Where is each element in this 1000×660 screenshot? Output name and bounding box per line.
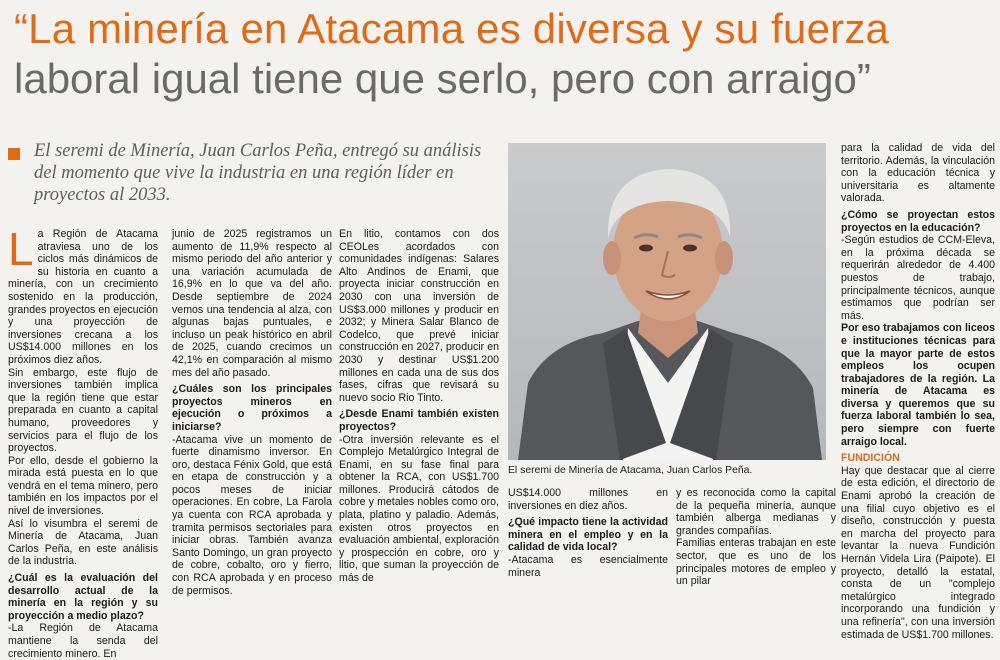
headline-line-1: “La minería en Atacama es diversa y su fuerza [14,5,890,52]
body-paragraph: US$14.000 millones en inversiones en diez años. [508,487,668,512]
lead-paragraph [8,223,158,367]
section-heading-fundicion: FUNDICIÓN [841,452,900,465]
dek-bullet-square [8,148,20,160]
body-paragraph: Así lo visumbra el seremi de Minería de Atacama, Juan Carlos Peña, en este análisis de la industria. [8,517,158,568]
interview-question: ¿Cómo se proyectan estos proyectos en la educación? [841,208,995,234]
body-paragraph: y es reconocida como la capital de la pequeña minería, aunque también alberga medianas y grandes compañías. [676,487,836,537]
interview-answer: -La Región de Atacama mantiene la senda del crecimiento minero. En [8,622,158,660]
drop-cap: L [8,223,34,275]
interview-question: ¿Cuál es la evaluación del desarrollo actual de la minería en la región y su proyección a medio plazo? [8,572,158,622]
body-paragraph: Por ello, desde el gobierno la mirada está puesta en lo que vendrá en el tema minero, pero también en los impactos por el nivel de inversiones. [8,454,158,518]
body-paragraph: Familias enteras trabajan en este sector, que es uno de los principales motores de empleo y un pilar [676,537,836,588]
headline-line-2: laboral igual tiene que serlo, pero con arraigo” [14,55,871,102]
body-paragraph: Hay que destacar que al cierre de esta edición, el directorio de Enami aprobó la creación de una filial cuyo objetivo es el diseño, construcción y puesta en marcha del proyecto para levantar la nueva Fundición Hernán Videla Lira (Paipote). El proyecto, detalló la estatal, consta de un "complejo metalúrgico integrado incorporando una fundición y una refinería", con una inversión estimada de US$1.700 millones. [841,464,995,641]
body-paragraph: En litio, contamos con dos CEOLes acordados con comunidades indígenas: Salares Alto Andinos de Enami, que proyecta iniciar construcción en 2030 con una inversión de US$3.000 millones y producir en 2032; y Minera Salar Blanco de Codelco, que prevé iniciar construcción en 2027, producir en 2030 y destinar US$1.200 millones en cada una de sus dos fases, cifras que revisará su nuevo socio Rio Tinto. [339,228,499,404]
body-paragraph: junio de 2025 registramos un aumento de 11,9% respecto al mismo periodo del año anterior y una variación acumulada de 16,9% en lo que va del año. Desde septiembre de 2024 vemos una tendencia al alza, con algunas bajas puntuales, e incluso un peak histórico en abril de 2025, cuando crecimos un 42,1% en comparación al mismo mes del año pasado. [172,228,332,379]
interview-question: ¿Desde Enami también existen proyectos? [339,408,499,433]
article-column-2 [172,228,332,597]
interview-answer: -Otra inversión relevante es el Complejo Metalúrgico Integral de Enami, en su fase final para obtener la RCA, con US$1.700 millones. Producirá cátodos de cobre y metales nobles como oro, plata, platino y paladio. Además, existen otros proyectos en evaluación ambiental, exploración y prospección en cobre, oro y litio, que suman la proyección de más de [339,433,499,585]
portrait-photo [508,143,826,460]
interview-answer: -Atacama vive un momento de fuerte dinamismo inversor. En oro, destaca Fénix Gold, que está en etapa de construcción y a pocos meses de iniciar operaciones. En cobre, La Farola ya cuenta con RCA aprobada y tramita permisos sectoriales para iniciar obras. También avanza Santo Domingo, un gran proyecto de cobre, cobalto, oro y fierro, con RCA aprobada y en proceso de permisos. [172,433,332,597]
interview-answer: -Según estudios de CCM-Eleva, en la próxima década se requerirán alrededor de 4.400 puestos de trabajo, principalmente técnicos, aunque estimamos que podrían ser más. [841,234,995,322]
article-column-1 [8,223,158,660]
interview-answer: -Atacama es esencialmente minera [508,553,668,579]
article-column-3 [339,228,499,585]
article-column-4 [508,487,668,579]
interview-question: ¿Cuáles son los principales proyectos mineros en ejecución o próximos a iniciarse? [172,383,332,433]
interview-question: ¿Qué impacto tiene la actividad minera en el empleo y en la calidad de vida local? [508,516,668,554]
body-paragraph: para la calidad de vida del territorio. Además, la vinculación con la educación técnica y universitaria es altamente valorada. [841,142,995,205]
article-column-5 [676,487,836,588]
body-paragraph: Sin embargo, este flujo de inversiones también implica que la región tiene que estar preparada en cuanto a capital humano, proveedores y servicios para el flujo de los proyectos. [8,366,158,455]
article-dek: El seremi de Minería, Juan Carlos Peña, entregó su análisis del momento que vive la industria en una región líder en proyectos al 2033. [34,141,482,205]
photo-caption: El seremi de Minería de Atacama, Juan Carlos Peña. [508,465,753,476]
body-paragraph: Por eso trabajamos con liceos e instituciones técnicas para que la mayor parte de estos empleos los ocupen trabajadores de la región. La minería de Atacama es diversa y queremos que su fuerza laboral también lo sea, pero siempre con fuerte arraigo local. [841,322,995,448]
lead-text: a Región de Atacama atraviesa uno de los ciclos más dinámicos de su historia en cuanto a minería, con un crecimiento sostenido en la producción, grandes proyectos en ejecución y una proyección de inversiones crecana a los US$14.000 millones en los próximos diez años. [8,228,158,366]
portrait-illustration [508,143,826,460]
article-column-6 [841,142,995,641]
